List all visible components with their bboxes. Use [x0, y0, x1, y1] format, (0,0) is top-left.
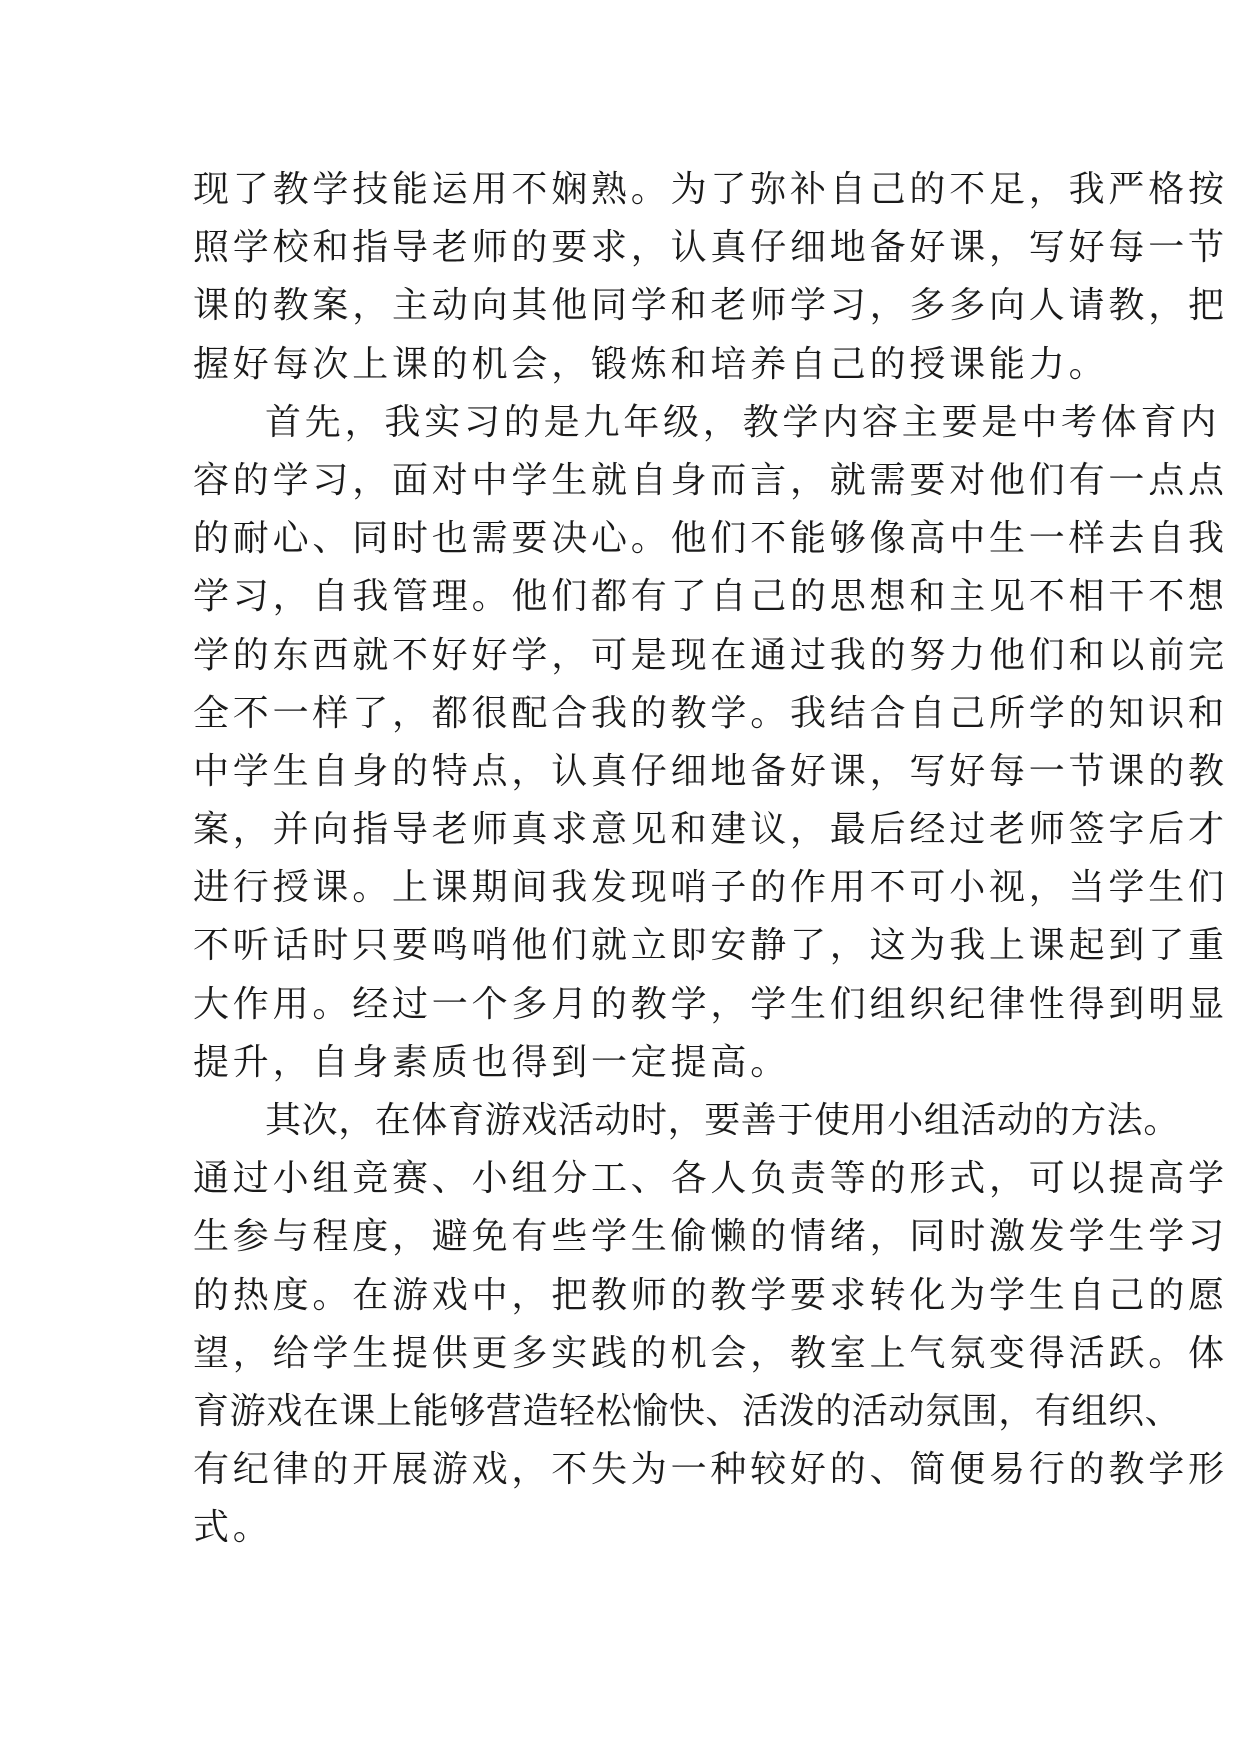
text-line: 照学校和指导老师的要求，认真仔细地备好课，写好每一节 [193, 227, 1228, 269]
text-line: 全不一样了，都很配合我的教学。我结合自己所学的知识和 [193, 692, 1228, 734]
text-line: 望，给学生提供更多实践的机会，教室上气氛变得活跃。体 [193, 1332, 1228, 1374]
text-line: 不听话时只要鸣哨他们就立即安静了，这为我上课起到了重 [193, 925, 1228, 967]
text-line: 通过小组竞赛、小组分工、各人负责等的形式，可以提高学 [193, 1158, 1228, 1200]
text-line: 的热度。在游戏中，把教师的教学要求转化为学生自己的愿 [193, 1274, 1228, 1316]
text-line: 首先，我实习的是九年级，教学内容主要是中考体育内 [265, 401, 1221, 443]
paragraph-1 [193, 161, 1228, 394]
paragraph-3 [193, 1092, 1228, 1558]
text-line: 的耐心、同时也需要决心。他们不能够像高中生一样去自我 [193, 518, 1228, 560]
text-line: 生参与程度，避免有些学生偷懒的情绪，同时激发学生学习 [193, 1216, 1228, 1258]
text-line: 育游戏在课上能够营造轻松愉快、活泼的活动氛围，有组织、 [193, 1390, 1182, 1432]
text-line: 现了教学技能运用不娴熟。为了弥补自己的不足，我严格按 [193, 169, 1228, 210]
text-line: 学习，自我管理。他们都有了自己的思想和主见不相干不想 [193, 576, 1228, 618]
text-line: 学的东西就不好好学，可是现在通过我的努力他们和以前完 [193, 634, 1228, 676]
text-line: 有纪律的开展游戏，不失为一种较好的、简便易行的教学形 [193, 1449, 1228, 1491]
text-line: 进行授课。上课期间我发现哨子的作用不可小视，当学生们 [193, 867, 1228, 909]
text-line: 大作用。经过一个多月的教学，学生们组织纪律性得到明显 [193, 983, 1228, 1025]
text-line: 其次，在体育游戏活动时，要善于使用小组活动的方法。 [265, 1100, 1181, 1141]
text-line: 中学生自身的特点，认真仔细地备好课，写好每一节课的教 [193, 750, 1228, 792]
document-body [193, 161, 1228, 1558]
text-line: 案，并向指导老师真求意见和建议，最后经过老师签字后才 [193, 809, 1228, 851]
text-line: 容的学习，面对中学生就自身而言，就需要对他们有一点点 [193, 459, 1228, 501]
text-line: 握好每次上课的机会，锻炼和培养自己的授课能力。 [193, 343, 1109, 385]
text-line: 课的教案，主动向其他同学和老师学习，多多向人请教，把 [193, 285, 1228, 327]
text-line: 提升，自身素质也得到一定提高。 [193, 1041, 791, 1083]
paragraph-2 [193, 394, 1228, 1092]
text-line: 式。 [193, 1507, 273, 1549]
